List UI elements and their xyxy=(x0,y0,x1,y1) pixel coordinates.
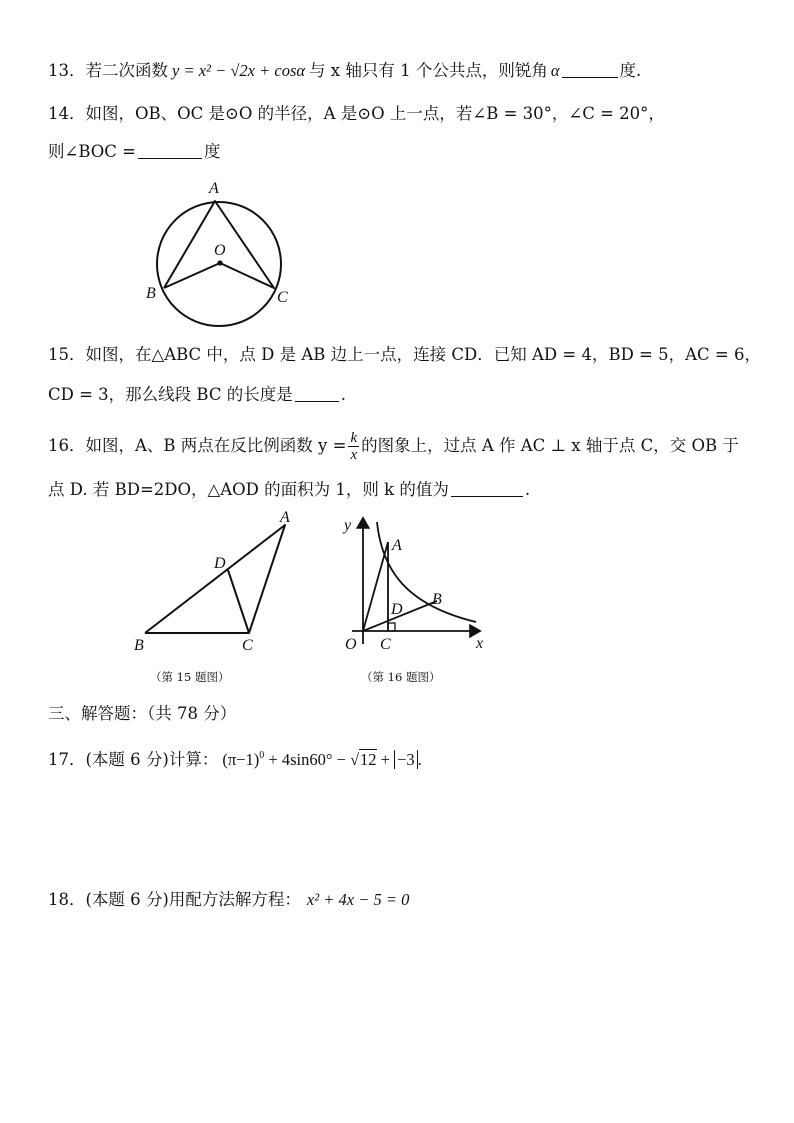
question-14-suffix: 度 xyxy=(203,142,221,161)
question-18-number: 18． xyxy=(48,890,86,909)
label-d: D xyxy=(391,601,403,618)
question-15-line-2 xyxy=(48,384,346,406)
label-o: O xyxy=(214,242,226,259)
question-16-answer-blank[interactable] xyxy=(451,482,523,497)
question-14-answer-blank[interactable] xyxy=(138,144,202,159)
question-15-answer-blank[interactable] xyxy=(295,387,339,402)
label-b: B xyxy=(432,591,442,608)
label-b: B xyxy=(134,637,144,654)
question-16-line-1 xyxy=(48,430,739,463)
label-o: O xyxy=(345,636,357,653)
label-a: A xyxy=(392,537,402,554)
question-14-text: 如图，OB、OC 是⊙O 的半径，A 是⊙O 上一点，若∠B = 30°，∠C = 20°， xyxy=(85,104,665,123)
label-a: A xyxy=(209,180,219,197)
question-16-number: 16． xyxy=(48,436,86,455)
question-16-prefix: 如图，A、B 两点在反比例函数 y = xyxy=(85,436,347,455)
question-13-equation: y = x² − √2x + cosα xyxy=(172,61,306,80)
question-13-number: 13． xyxy=(48,61,86,80)
figure-q14-circle xyxy=(140,170,310,320)
label-a: A xyxy=(280,509,290,526)
figure-q15-triangle xyxy=(128,508,308,658)
question-17-sqrt-value: 12 xyxy=(360,750,377,769)
label-c: C xyxy=(380,636,391,653)
figure-15-caption: （第 15 题图） xyxy=(150,670,230,684)
label-c: C xyxy=(277,289,288,306)
question-13-prefix: 若二次函数 xyxy=(85,61,168,80)
question-17-label: (本题 6 分)计算： xyxy=(85,750,219,769)
question-16-line-2 xyxy=(48,479,530,501)
triangle-abc xyxy=(145,525,285,633)
segment-oa xyxy=(363,542,388,631)
question-13-suffix: 度. xyxy=(619,61,642,80)
question-15-line-1 xyxy=(48,344,761,366)
segment-cd xyxy=(228,570,249,633)
question-17-number: 17． xyxy=(48,750,86,769)
question-14-line-2 xyxy=(48,141,220,163)
question-16-suffix-2: . xyxy=(524,480,531,499)
fraction-denominator: x xyxy=(350,447,358,463)
question-18-equation: x² + 4x − 5 = 0 xyxy=(306,890,410,909)
sqrt-sign: √ xyxy=(349,750,360,769)
label-c: C xyxy=(242,637,253,654)
center-o-dot xyxy=(217,260,222,265)
question-15-suffix: . xyxy=(340,385,346,404)
question-17-exponent: 0 xyxy=(259,750,265,761)
question-17-end: . xyxy=(417,750,422,769)
question-17-expr-b: + 4sin60° − xyxy=(264,750,350,769)
question-17-expr-c: + xyxy=(376,750,395,769)
fraction-numerator: k xyxy=(350,430,358,446)
question-14-prefix: 则∠BOC = xyxy=(48,142,136,161)
figure-16-caption: （第 16 题图） xyxy=(361,670,441,684)
label-b: B xyxy=(146,285,156,302)
label-y: y xyxy=(344,517,352,534)
question-17-abs-value: −3 xyxy=(394,750,418,769)
question-16-suffix-1: 的图象上，过点 A 作 AC ⊥ x 轴于点 C，交 OB 于 xyxy=(361,436,739,455)
fraction-k-over-x xyxy=(348,430,359,463)
question-13-mid: 与 x 轴只有 1 个公共点，则锐角 xyxy=(309,61,548,80)
question-17-expr-a: (π−1) xyxy=(222,750,260,769)
right-angle-mark xyxy=(388,623,395,631)
figure-q16-graph xyxy=(336,510,496,660)
question-18 xyxy=(48,889,409,911)
question-13-answer-blank[interactable] xyxy=(562,63,618,78)
label-d: D xyxy=(214,555,226,572)
question-13-alpha: α xyxy=(550,61,560,80)
question-16-prefix-2: 点 D. 若 BD=2DO，△AOD 的面积为 1，则 k 的值为 xyxy=(48,480,449,499)
question-15-prefix: CD = 3，那么线段 BC 的长度是 xyxy=(48,385,293,404)
section-3-title: 三、解答题：（共 78 分） xyxy=(48,704,237,723)
question-17 xyxy=(48,745,422,771)
question-14-number: 14． xyxy=(48,104,86,123)
question-14-line-1 xyxy=(48,103,665,125)
question-15-text: 如图，在△ABC 中，点 D 是 AB 边上一点，连接 CD．已知 AD = 4，BD = 5，AC = 6， xyxy=(85,345,761,364)
label-x: x xyxy=(476,635,484,652)
question-15-number: 15． xyxy=(48,345,86,364)
question-13 xyxy=(48,60,641,82)
question-18-label: (本题 6 分)用配方法解方程： xyxy=(85,890,301,909)
